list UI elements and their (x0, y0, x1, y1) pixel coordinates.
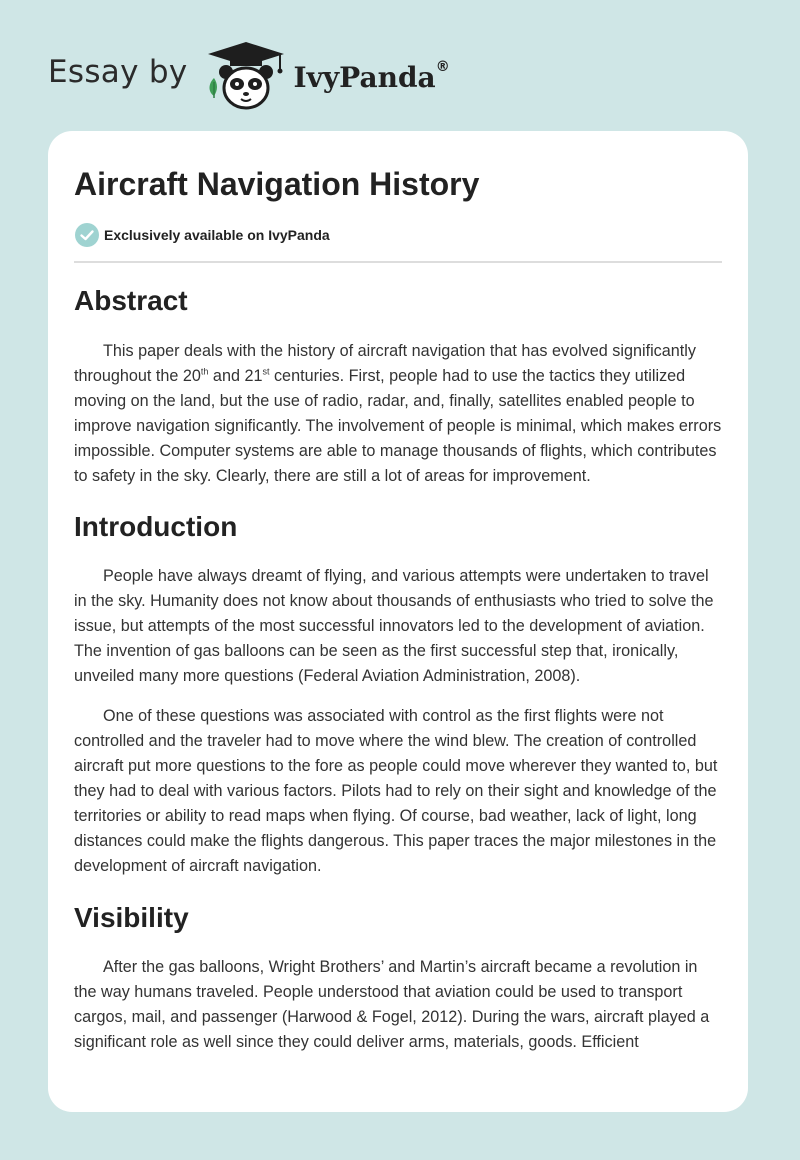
site-header (48, 36, 450, 116)
visibility-heading: Visibility (74, 902, 189, 933)
introduction-paragraph-2: One of these questions was associated with control as the first flights were not controlled and the traveler had to move where the wind blew. The creation of controlled aircraft put more questions to the fore as people could move wherever they wanted to, but they had to deal with various factors. Pilots had to rely on their sight and knowledge of the territories or ability to read maps when flying. Of course, bad weather, lack of light, long distances could make the flights dangerous. This paper traces the major milestones in the development of aircraft navigation. (74, 707, 718, 875)
ordinal-th: th (200, 366, 209, 377)
introduction-heading: Introduction (74, 511, 238, 542)
ordinal-st: st (262, 366, 270, 377)
abstract-heading: Abstract (74, 285, 188, 316)
visibility-paragraph-1: After the gas balloons, Wright Brothers’ and Martin’s aircraft became a revolution in the way humans traveled. People understood that aviation could be used to transport cargos, mail, and passenger (Harwood & Fogel, 2012). During the wars, aircraft played a significant role as well since they could deliver arms, materials, goods. Efficient (74, 958, 710, 1051)
ivypanda-logo[interactable] (204, 38, 450, 114)
exclusive-badge-label: Exclusively available on IvyPanda (104, 227, 330, 243)
essay-by-label: Essay by (48, 54, 188, 90)
introduction-paragraph-1: People have always dreamt of flying, and various attempts were undertaken to travel in the sky. Humanity does not know about thousands of enthusiasts who tried to solve the issue, but attempts of the most successful innovators led to the development of aviation. The invention of gas balloons can be seen as the first successful step that, ironically, unveiled many more questions (Federal Aviation Administration, 2008). (74, 567, 714, 685)
abstract-paragraph: This paper deals with the history of aircraft navigation that has evolved significantly throughout the 20th and 21st centuries. First, people had to use the tactics they utilized moving on the land, but the use of radio, radar, and, finally, satellites enabled people to improve navigation significantly. The involvement of people is minimal, which makes errors impossible. Computer systems are able to manage thousands of flights, which contributes to safety in the sky. Clearly, there are still a lot of areas for improvement. (74, 342, 722, 485)
brand-name: IvyPanda® (293, 58, 450, 94)
panda-logo-icon (204, 38, 288, 114)
section-visibility (74, 898, 722, 1055)
section-introduction (74, 507, 722, 879)
section-abstract (74, 281, 722, 489)
check-circle-icon (74, 222, 100, 248)
page-title: Aircraft Navigation History (74, 166, 480, 202)
essay-card (48, 131, 748, 1112)
registered-mark: ® (435, 58, 450, 75)
essay-content (74, 281, 722, 1055)
exclusive-badge (74, 222, 330, 248)
title-divider (74, 261, 722, 263)
